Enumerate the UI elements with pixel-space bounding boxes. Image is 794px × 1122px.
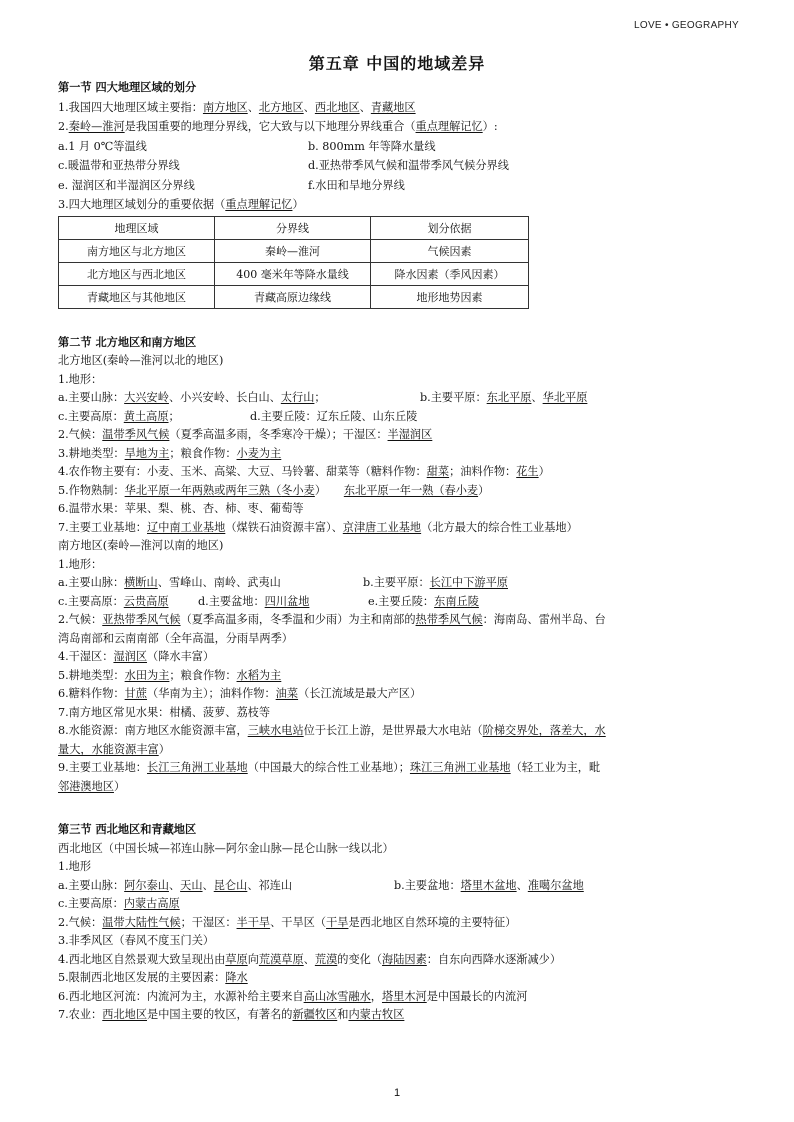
s-line-9b: 量大，水能资源丰富）: [58, 742, 170, 756]
w-line-2: a.主要山脉：阿尔泰山、天山、昆仑山、祁连山 b.主要盆地：塔里木盆地、准噶尔盆地: [58, 878, 584, 892]
n-line-4: 2.气候：温带季风气候（夏季高温多雨，冬季寒冷干燥）；干湿区：半湿润区: [58, 428, 433, 441]
table-row: [59, 239, 529, 262]
s-line-10: 9.主要工业基地：长江三角洲工业基地（中国最大的综合性工业基地）；珠江三角洲工业基地（轻工业为主，毗: [58, 761, 601, 774]
s-line-2: a.主要山脉：横断山、雪峰山、南岭、武夷山 b.主要平原：长江中下游平原: [58, 576, 508, 589]
n-line-5: 3.耕地类型：旱地为主；粮食作物：小麦为主: [58, 446, 282, 460]
header-tag: LOVE • GEOGRAPHY: [634, 20, 739, 31]
table-row: [59, 262, 529, 285]
s-line-10b: 邻港澳地区）: [58, 779, 126, 793]
table-cell: 北方地区与西北地区: [59, 262, 215, 285]
w-line-8: 6.西北地区河流：内流河为主，水源补给主要来自高山冰雪融水，塔里木河是中国最长的内流河: [58, 989, 528, 1003]
table-header-row: [59, 216, 529, 239]
page-number: 1: [393, 1087, 401, 1099]
s1-line-2: 2.秦岭—淮河是我国重要的地理分界线，它大致与以下地理分界线重合（重点理解记忆）:: [58, 120, 498, 133]
regions-table: [58, 216, 529, 309]
w-line-3: c.主要高原：内蒙古高原: [58, 897, 180, 910]
section-3-heading: 第三节 西北地区和青藏地区: [58, 822, 197, 836]
table-header-cell: 地理区域: [59, 216, 215, 239]
s-line-1: 1.地形：: [58, 557, 103, 571]
table-cell: 气候因素: [371, 239, 529, 262]
table-cell: 秦岭—淮河: [215, 239, 371, 262]
s1-line-5: e. 湿润区和半湿润区分界线 f.水田和旱地分界线: [58, 178, 405, 192]
table-cell: 南方地区与北方地区: [59, 239, 215, 262]
s1-line-4: c.暖温带和亚热带分界线 d.亚热带季风气候和温带季风气候分界线: [58, 159, 509, 172]
w-line-6: 4.西北地区自然景观大致呈现出由草原向荒漠草原、荒漠的变化（海陆因素：自东向西降水逐渐减少）: [58, 952, 562, 966]
northwest-subheading: 西北地区（中国长城—祁连山脉—阿尔金山脉—昆仑山脉一线以北）: [58, 841, 394, 855]
s-line-4b: 湾岛南部和云南南部（全年高温，分雨旱两季）: [58, 631, 293, 645]
n-line-9: 7.主要工业基地：辽中南工业基地（煤铁石油资源丰富）、京津唐工业基地（北方最大的综合性工业基地）: [58, 520, 578, 534]
s-line-3: c.主要高原：云贵高原 d.主要盆地：四川盆地 e.主要丘陵：东南丘陵: [58, 594, 479, 608]
s1-line-1: 1.我国四大地理区域主要指：南方地区、北方地区、西北地区、青藏地区: [58, 100, 416, 114]
s-line-6: 5.耕地类型：水田为主；粮食作物：水稻为主: [58, 668, 282, 682]
table-header-cell: 分界线: [215, 216, 371, 239]
n-line-8: 6.温带水果：苹果、梨、桃、杏、柿、枣、葡萄等: [58, 502, 304, 515]
table-cell: 青藏高原边缘线: [215, 285, 371, 308]
w-line-5: 3.非季风区（春风不度玉门关）: [58, 934, 215, 947]
n-line-3: c.主要高原：黄土高原； d.主要丘陵：辽东丘陵、山东丘陵: [58, 409, 418, 423]
section-2-heading: 第二节 北方地区和南方地区: [58, 334, 197, 349]
table-row: [59, 285, 529, 308]
w-line-7: 5.限制西北地区发展的主要因素：降水: [58, 971, 248, 984]
s1-line-6: 3.四大地理区域划分的重要依据（重点理解记忆）: [58, 198, 304, 211]
north-subheading: 北方地区(秦岭—淮河以北的地区): [58, 354, 224, 367]
s1-line-3: a.1 月 0℃等温线 b. 800mm 年等降水量线: [58, 139, 436, 153]
n-line-6: 4.农作物主要有：小麦、玉米、高粱、大豆、马铃薯、甜菜等（糖料作物：甜菜；油料作物：花生）: [58, 465, 550, 478]
table-cell: 降水因素（季风因素）: [371, 262, 529, 285]
s-line-5: 4.干湿区：湿润区（降水丰富）: [58, 650, 215, 663]
s-line-7: 6.糖料作物：甘蔗（华南为主）；油料作物：油菜（长江流域是最大产区）: [58, 687, 422, 700]
s-line-8: 7.南方地区常见水果：柑橘、菠萝、荔枝等: [58, 705, 271, 719]
south-subheading: 南方地区(秦岭—淮河以南的地区): [58, 539, 224, 552]
section-1-heading: 第一节 四大地理区域的划分: [58, 80, 197, 94]
table-cell: 地形地势因素: [371, 285, 529, 308]
s-line-4: 2.气候：亚热带季风气候（夏季高温多雨，冬季温和少雨）为主和南部的热带季风气候：海南岛、雷州半岛、台: [58, 613, 606, 626]
w-line-9: 7.农业：西北地区是中国主要的牧区，有著名的新疆牧区和内蒙古牧区: [58, 1008, 405, 1021]
table-cell: 青藏地区与其他地区: [59, 285, 215, 308]
n-line-2: a.主要山脉：大兴安岭、小兴安岭、长白山、太行山； b.主要平原：东北平原、华北平原: [58, 391, 588, 404]
w-line-1: 1.地形: [58, 860, 92, 873]
n-line-1: 1.地形：: [58, 372, 103, 386]
n-line-7: 5.作物熟制：华北平原一年两熟或两年三熟（冬小麦） 东北平原一年一熟（春小麦）: [58, 483, 490, 497]
table-cell: 400 毫米年等降水量线: [215, 262, 371, 285]
w-line-4: 2.气候：温带大陆性气候；干湿区：半干旱、干旱区（干旱是西北地区自然环境的主要特征）: [58, 915, 517, 929]
document-body: [58, 78, 748, 1025]
s-line-9: 8.水能资源：南方地区水能资源丰富，三峡水电站位于长江上游，是世界最大水电站（阶梯交界处，落差大，水: [58, 724, 606, 737]
table-header-cell: 划分依据: [371, 216, 529, 239]
page-title: 第五章 中国的地域差异: [308, 54, 486, 73]
